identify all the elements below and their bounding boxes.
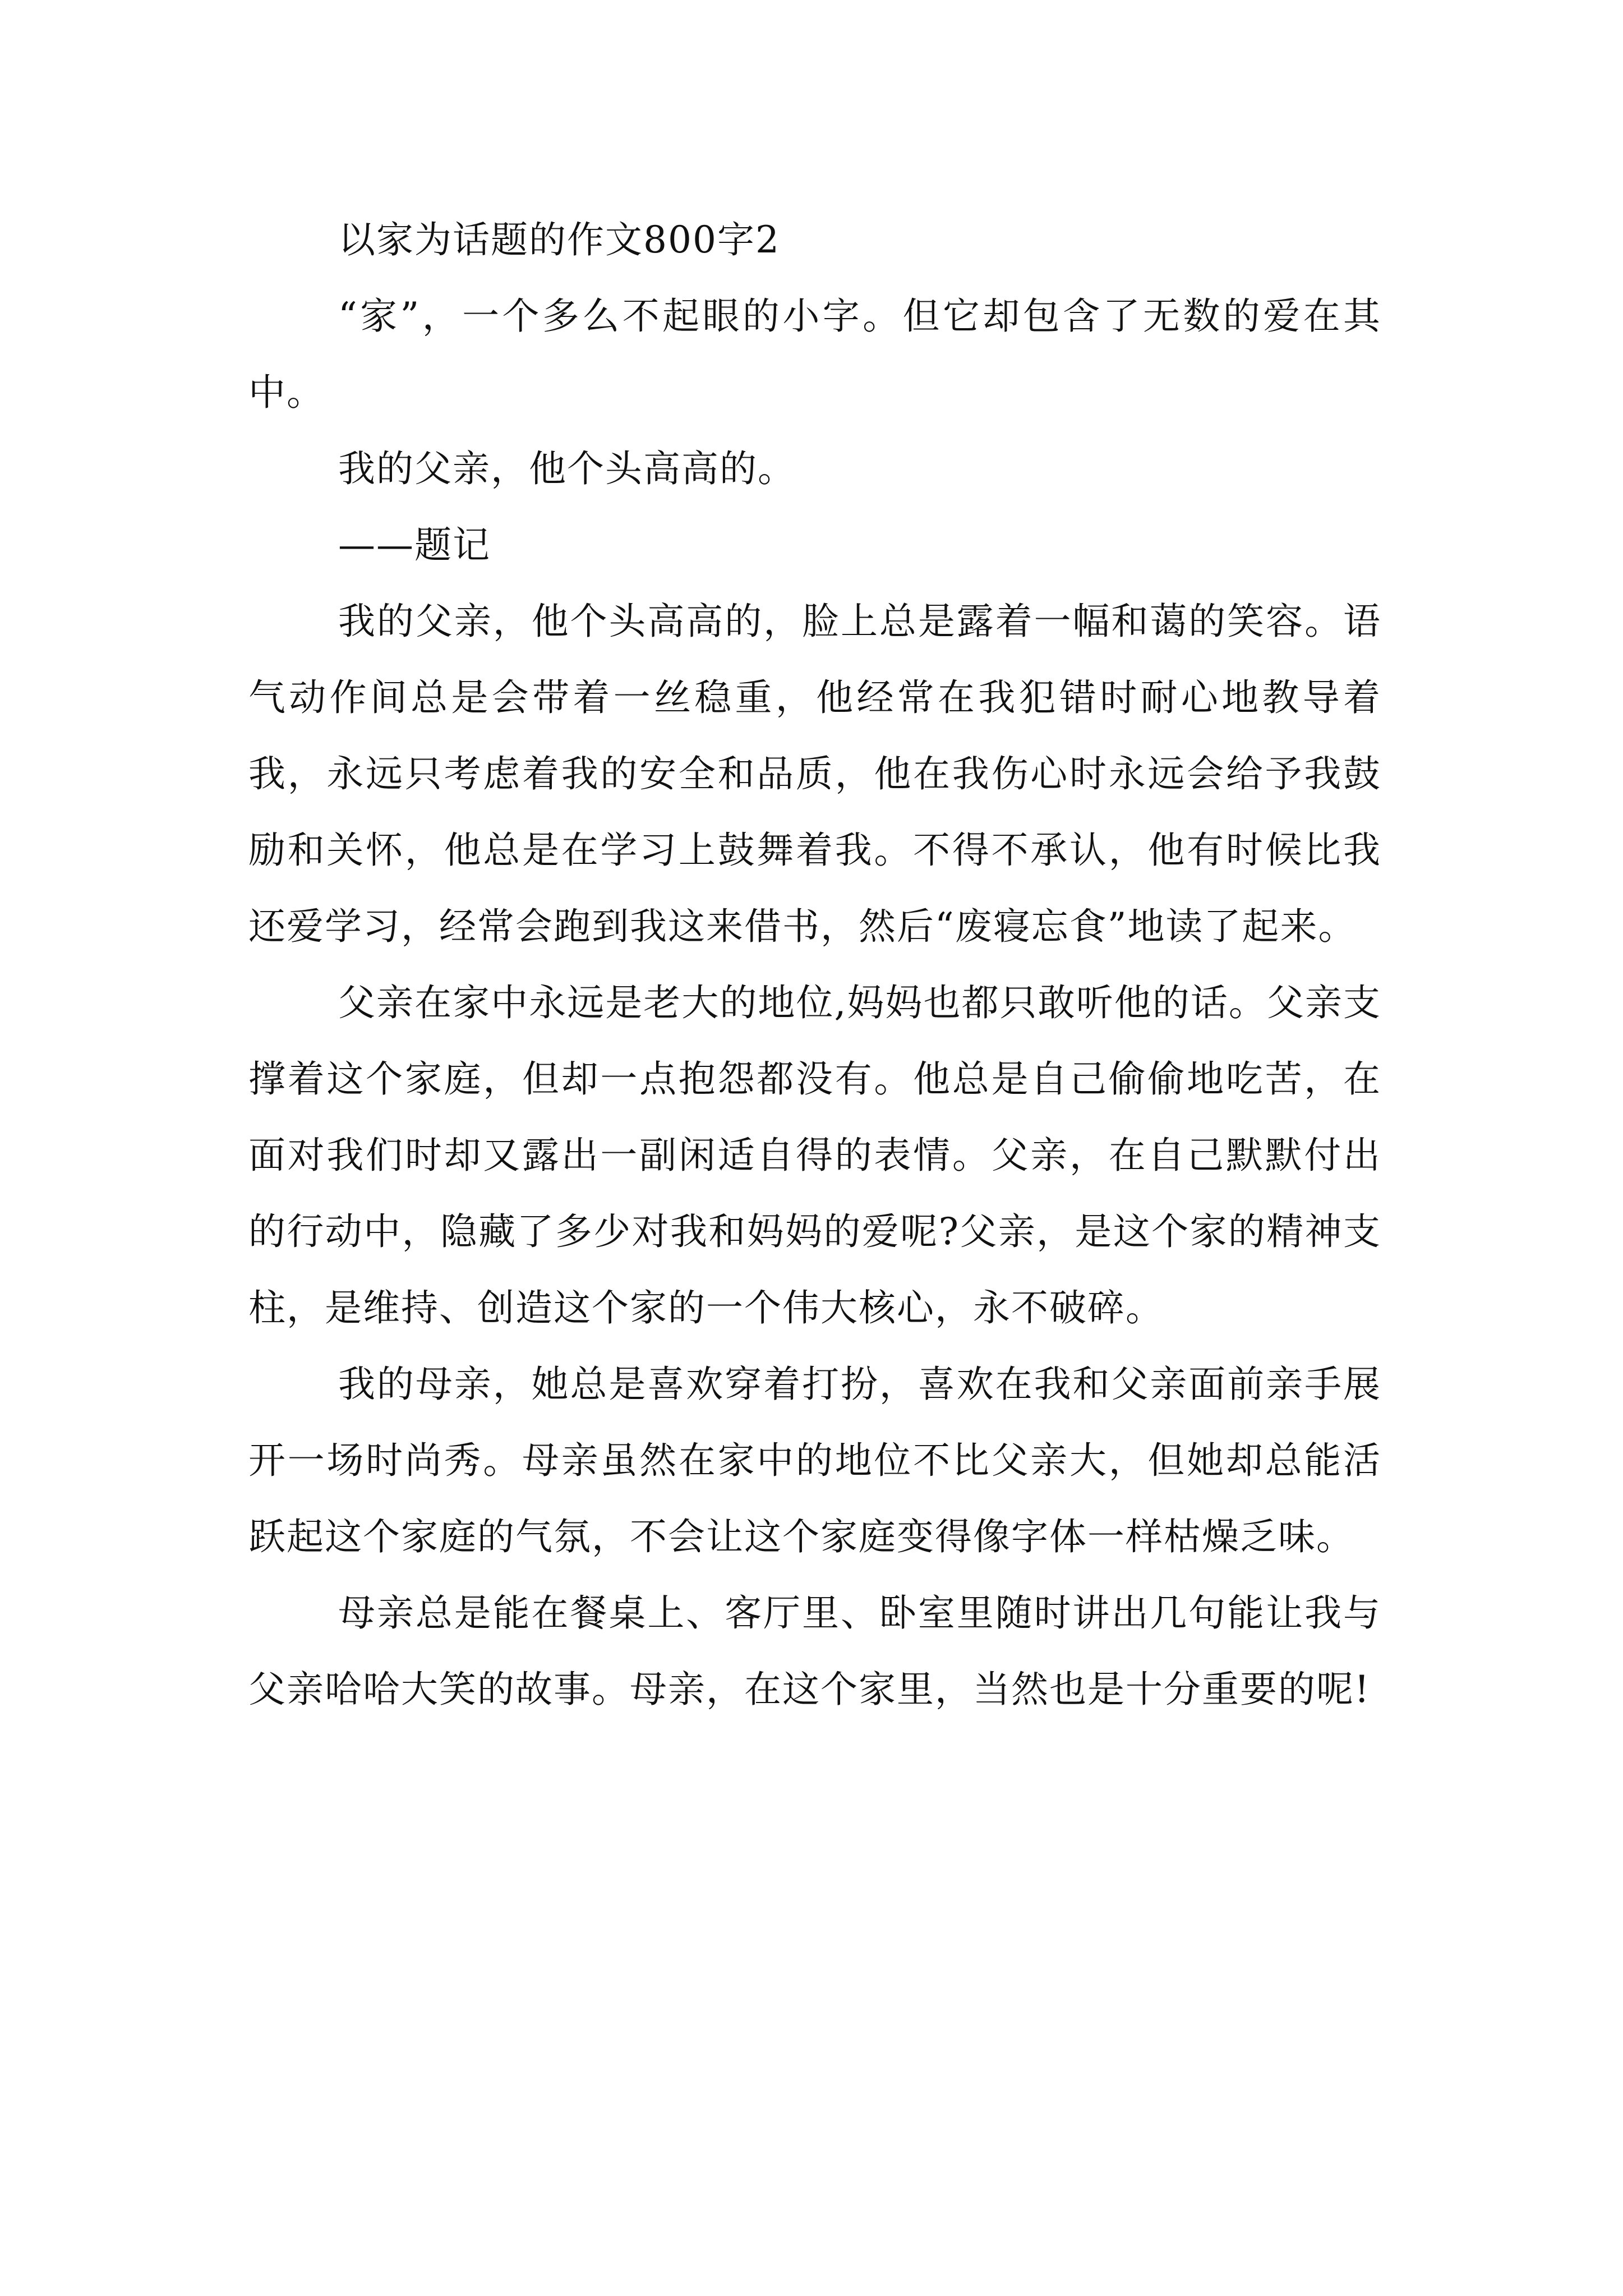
paragraph-father-description: 我的父亲，他个头高高的，脸上总是露着一幅和蔼的笑容。语气动作间总是会带着一丝稳重，他经常在我犯错时耐心地教导着我，永远只考虑着我的安全和品质，他在我伤心时永远会给予我鼓励和关怀，他总是在学习上鼓舞着我。不得不承认，他有时候比我还爱学习，经常会跑到我这来借书，然后“废寝忘食”地读了起来。 xyxy=(248,600,1381,948)
paragraph-mother-stories: 母亲总是能在餐桌上、客厅里、卧室里随时讲出几句能让我与父亲哈哈大笑的故事。母亲，在这个家里，当然也是十分重要的呢! xyxy=(248,1591,1381,1711)
paragraph-father-tall: 我的父亲，他个头高高的。 xyxy=(338,447,796,490)
paragraph-inscription: ——题记 xyxy=(338,523,491,567)
document-page xyxy=(248,202,1381,1728)
document-title: 以家为话题的作文800字2 xyxy=(338,218,780,261)
paragraph-intro: “家”，一个多么不起眼的小字。但它却包含了无数的爱在其中。 xyxy=(248,295,1381,414)
paragraph-mother-description: 我的母亲，她总是喜欢穿着打扮，喜欢在我和父亲面前亲手展开一场时尚秀。母亲虽然在家中的地位不比父亲大，但她却总能活跃起这个家庭的气氛，不会让这个家庭变得像字体一样枯燥乏味。 xyxy=(248,1363,1381,1558)
paragraph-father-role: 父亲在家中永远是老大的地位,妈妈也都只敢听他的话。父亲支撑着这个家庭，但却一点抱怨都没有。他总是自己偷偷地吃苦，在面对我们时却又露出一副闲适自得的表情。父亲，在自己默默付出的行动中，隐藏了多少对我和妈妈的爱呢?父亲，是这个家的精神支柱，是维持、创造这个家的一个伟大核心，永不破碎。 xyxy=(248,981,1381,1329)
